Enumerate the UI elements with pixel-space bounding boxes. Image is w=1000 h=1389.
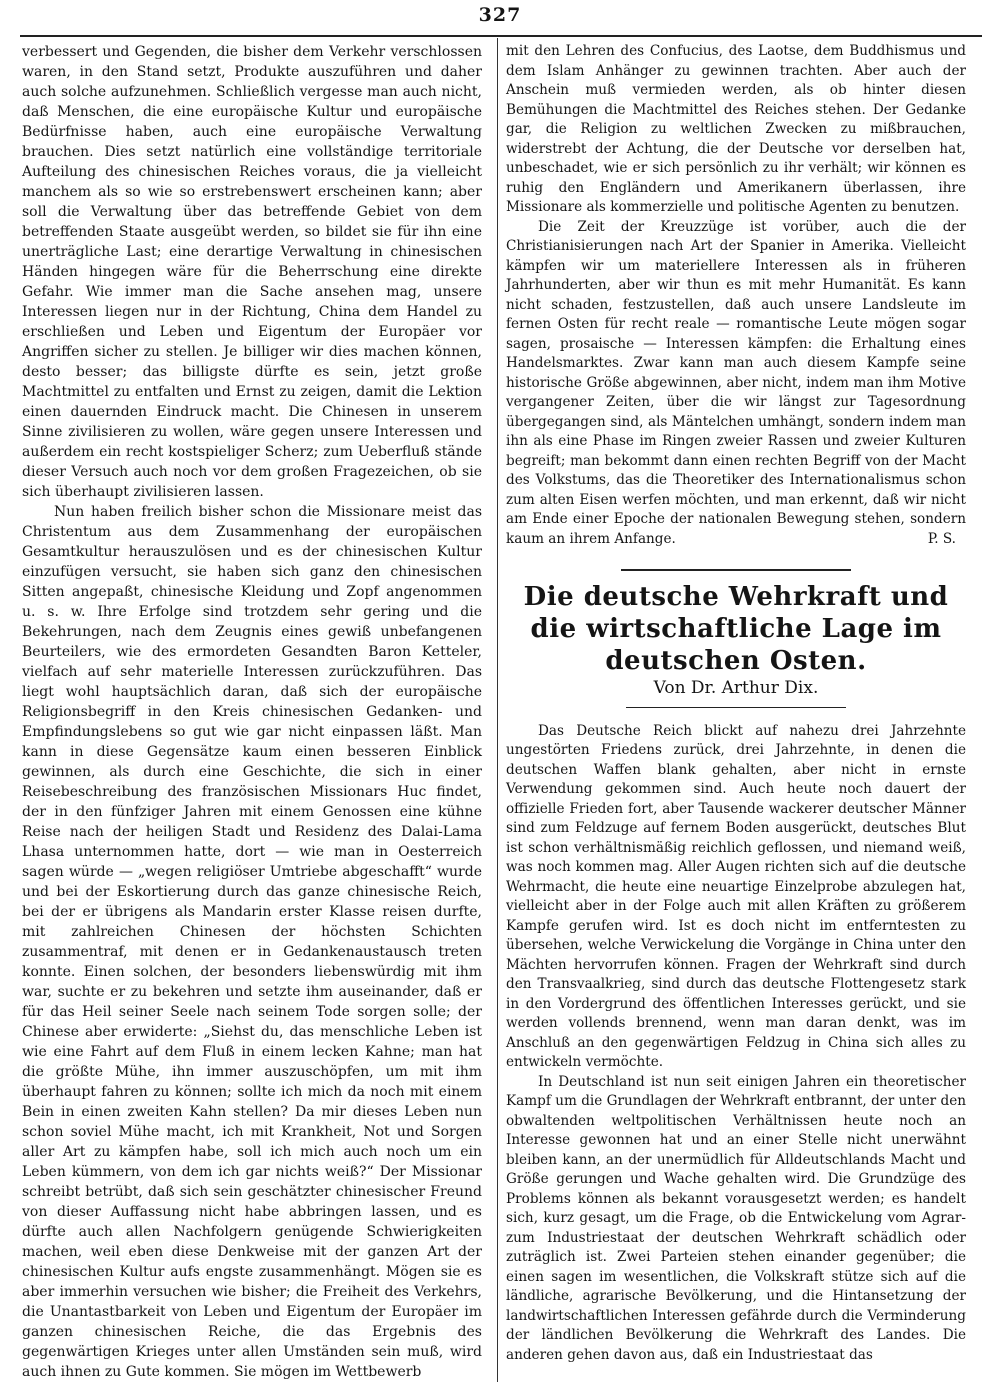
article-paragraph-1: Das Deutsche Reich blickt auf nahezu drei Jahrzehnte ungestörten Friedens zurück, drei Jahrzehnte, in denen die deutschen Waffen blank gehalten, aber nicht in ernste Verwendung gekommen sind. Auch heute noch dauert der offizielle Frieden fort, aber Tausende wackerer deutscher Männer sind zum Feldzuge auf fernem Boden ausgerückt, deutsches Blut ist schon verhältnismäßig reichlich geflossen, und niemand weiß, was noch kommen mag. Aller Augen richten sich auf die deutsche Wehrmacht, die heute eine neuartige Einzelprobe abzulegen hat, vielleicht aber in der Folge auch mit allen Kräften zu größerem Kampfe gerufen wird. Ist es doch nicht im entferntesten zu übersehen, welche Verwickelung die Vorgänge in China unter den Mächten hervorrufen können. Fragen der Wehrkraft sind durch den Transvaalkrieg, sind durch das deutsche Flottengesetz stark in den Vordergrund des öffentlichen Interesses gerückt, und sie werden vollends brennend, wenn man daran denkt, was im Anschluß an den gegenwärtigen Feldzug in China sich alles zu entwickeln vermöchte. [506,722,966,1070]
column-divider [497,38,498,1382]
right-paragraph-1: mit den Lehren des Confucius, des Laotse, dem Buddhismus und dem Islam Anhänger zu gewinnen trachten. Aber auch der Anschein muß vermieden werden, als ob hinter diesen Bemühungen die Machtmittel des Reiches stehen. Der Gedanke gar, die Religion zu weltlichen Zwecken zu mißbrauchen, widerstrebt der Achtung, die der Deutsche vor derselben hat, unbeschadet, wie er sich persönlich zu ihr verhält; wir können es ruhig den Engländern und Amerikanern überlassen, ihre Missionare als kommerzielle und politische Agenten zu benutzen. [506,43,966,215]
page-number: 327 [478,4,522,26]
header-rule [20,35,982,37]
article-paragraph-2: In Deutschland ist nun seit einigen Jahren ein theoretischer Kampf um die Grundlagen der Wehrkraft entbrannt, der unter den obwaltenden weltpolitischen Verhältnissen heute noch an Interesse gewonnen hat und an einer Stelle nicht unerwähnt bleiben kann, an der unermüdlich für Alldeutschlands Macht und Größe gerungen und Wache gehalten wird. Die Grundzüge des Problems können als bekannt vorausgesetzt werden; es handelt sich, kurz gesagt, um die Frage, ob die Entwickelung vom Agrar- zum Industriestaat der deutschen Wehrkraft schädlich oder zuträglich ist. Zwei Parteien stehen einander gegenüber; die einen sagen im wesentlichen, die Volkskraft stütze sich auf die ländliche, agrarische Bevölkerung, und die Hintansetzung der landwirtschaftlichen Interessen gefährde durch die Verminderung der ländlichen Bevölkerung die Wehrkraft des Landes. Die anderen gehen davon aus, daß ein Industriestaat das [506,1073,966,1363]
article-byline: Von Dr. Arthur Dix. [653,678,819,698]
right-column [506,42,966,1365]
article-divider [621,569,851,571]
right-paragraph-2-text: Die Zeit der Kreuzzüge ist vorüber, auch die der Christianisierungen nach Art der Spanier in Amerika. Vielleicht kämpfen wir um materiellere Interessen als in früheren Jahrhunderten, aber wir thun es mit mehr Humanität. Es kann nicht schaden, festzustellen, daß auch unsere Landsleute im fernen Osten für recht reale — romantische Leute mögen sogar sagen, prosaische — Interessen kämpfen: die Erhaltung eines Handelsmarktes. Zwar kann man auch diesem Kampfe seine historische Größe abgewinnen, aber nicht, indem man ihm Motive vergangener Zeiten, über die wir längst zur Tagesordnung übergegangen sind, als Mäntelchen umhängt, sondern indem man ihn als eine Phase im Ringen zweier Rassen und zweier Kulturen begreift; man bekommt dann einen rechten Begriff von der Macht des Volkstums, das die Theoretiker des Internationalismus schon zum alten Eisen werfen möchten, und man erkennt, daß wir nicht am Ende einer Epoche der nationalen Bewegung stehen, sondern kaum an ihrem Anfange. [506,218,966,547]
right-paragraph-2 [506,218,966,550]
article-title: Die deutsche Wehrkraft und die wirtschaftliche Lage im deutschen Osten. [523,582,949,676]
byline-rule [626,707,846,708]
left-paragraph-1: verbessert und Gegenden, die bisher dem Verkehr verschlossen waren, in den Stand setzt, Produkte auszuführen und daher auch solche aufzunehmen. Schließlich vergesse man auch nicht, daß Menschen, die eine europäische Kultur und europäische Bedürfnisse haben, auch eine europäische Verwaltung brauchen. Dies setzt natürlich eine vollständige territoriale Aufteilung des chinesischen Reiches voraus, die ja vielleicht manchem als so wie so erstrebenswert erscheinen kann; aber soll die Verwaltung über das betreffende Gebiet von dem betreffenden Staate ausgeübt werden, so bildet sie für ihn eine unerträgliche Last; eine derartige Verwaltung in chinesischen Händen hingegen wäre für die Beherrschung eine direkte Gefahr. Wie immer man die Sache ansehen mag, unsere Interessen liegen nur in der Richtung, China dem Handel zu erschließen und Leben und Eigentum der Europäer vor Angriffen sicher zu stellen. Je billiger wir dies machen können, desto besser; das billigste dürfte es sein, jetzt große Machtmittel zu entfalten und Ernst zu zeigen, damit die Lektion einen dauernden Eindruck macht. Die Chinesen in unserem Sinne zivilisieren zu wollen, wäre gegen unsere Interessen und außerdem ein recht kostspieliger Scherz; zum Ueberfluß stände dieser Versuch auch noch vor dem großen Fragezeichen, ob sie sich überhaupt zivilisieren lassen. [22,44,482,500]
left-paragraph-2: Nun haben freilich bisher schon die Missionare meist das Christentum aus dem Zusammenhang der europäischen Gesamtkultur herauszulösen und es der chinesischen Kultur einzufügen versucht, sie haben sich ganz den chinesischen Sitten angepaßt, chinesische Kleidung und Zopf angenommen u. s. w. Ihre Erfolge sind trotzdem sehr gering und die Bekehrungen, nach dem Zeugnis eines gewiß unbefangenen Beurteilers, wie des ermordeten Gesandten Baron Ketteler, vielfach auf sehr materielle Interessen zurückzuführen. Das liegt wohl hauptsächlich daran, daß sich der europäische Religionsbegriff in den Kreis chinesischen Gedanken- und Empfindungslebens so gut wie gar nicht einpassen läßt. Man kann in diese Gegensätze kaum einen besseren Einblick gewinnen, als durch eine Geschichte, die sich in einer Reisebeschreibung des französischen Missionars Huc findet, der in den fünfziger Jahren mit einem Genossen eine kühne Reise nach der heiligen Stadt und Residenz des Dalai-Lama Lhasa unternommen hatte, dort — wie man in Oesterreich sagen würde — „wegen religiöser Umtriebe abgeschafft“ wurde und bei der Eskortierung durch das ganze chinesische Reich, bei der er übrigens als Mandarin erster Klasse reisen durfte, mit zahlreichen Chinesen der höchsten Schichten zusammentraf, mit denen er in Gedankenaustausch treten konnte. Einen solchen, der besonders liebenswürdig mit ihm war, suchte er zu bekehren und setzte ihm auseinander, daß er für das Heil seiner Seele nach seinem Tode sorgen solle; der Chinese aber erwiderte: „Siehst du, das menschliche Leben ist wie eine Fahrt auf dem Fluß in einem lecken Kahne; man hat die größte Mühe, ihn immer auszuschöpfen, um mit ihm überhaupt fahren zu können; sollte ich mich da noch mit einem Bein in einen zweiten Kahn stellen? Da mir dieses Leben nun schon soviel Mühe macht, ich mit Krankheit, Not und Sorgen aller Art zu kämpfen habe, soll ich mich auch noch um ein Leben kümmern, von dem ich gar nichts weiß?“ Der Missionar schreibt betrübt, daß sich sein geschätzter chinesischer Freund von dieser Auffassung nicht habe abbringen lassen, und es dürfte auch allen Nachfolgern genügende Schwierigkeiten machen, weil eben diese Denkweise mit der ganzen Art der chinesischen Kultur aufs engste zusammenhängt. Mögen sie es aber immerhin versuchen wie bisher; die Freiheit des Verkehrs, die Unantastbarkeit von Leben und Eigentum der Europäer im ganzen chinesischen Reiche, die das Ergebnis des gegenwärtigen Krieges unter allen Umständen sein muß, wird auch ihnen zu Gute kommen. Sie mögen im Wettbewerb [22,504,482,1380]
left-column [22,42,482,1382]
author-signature: P. S. [927,530,956,547]
